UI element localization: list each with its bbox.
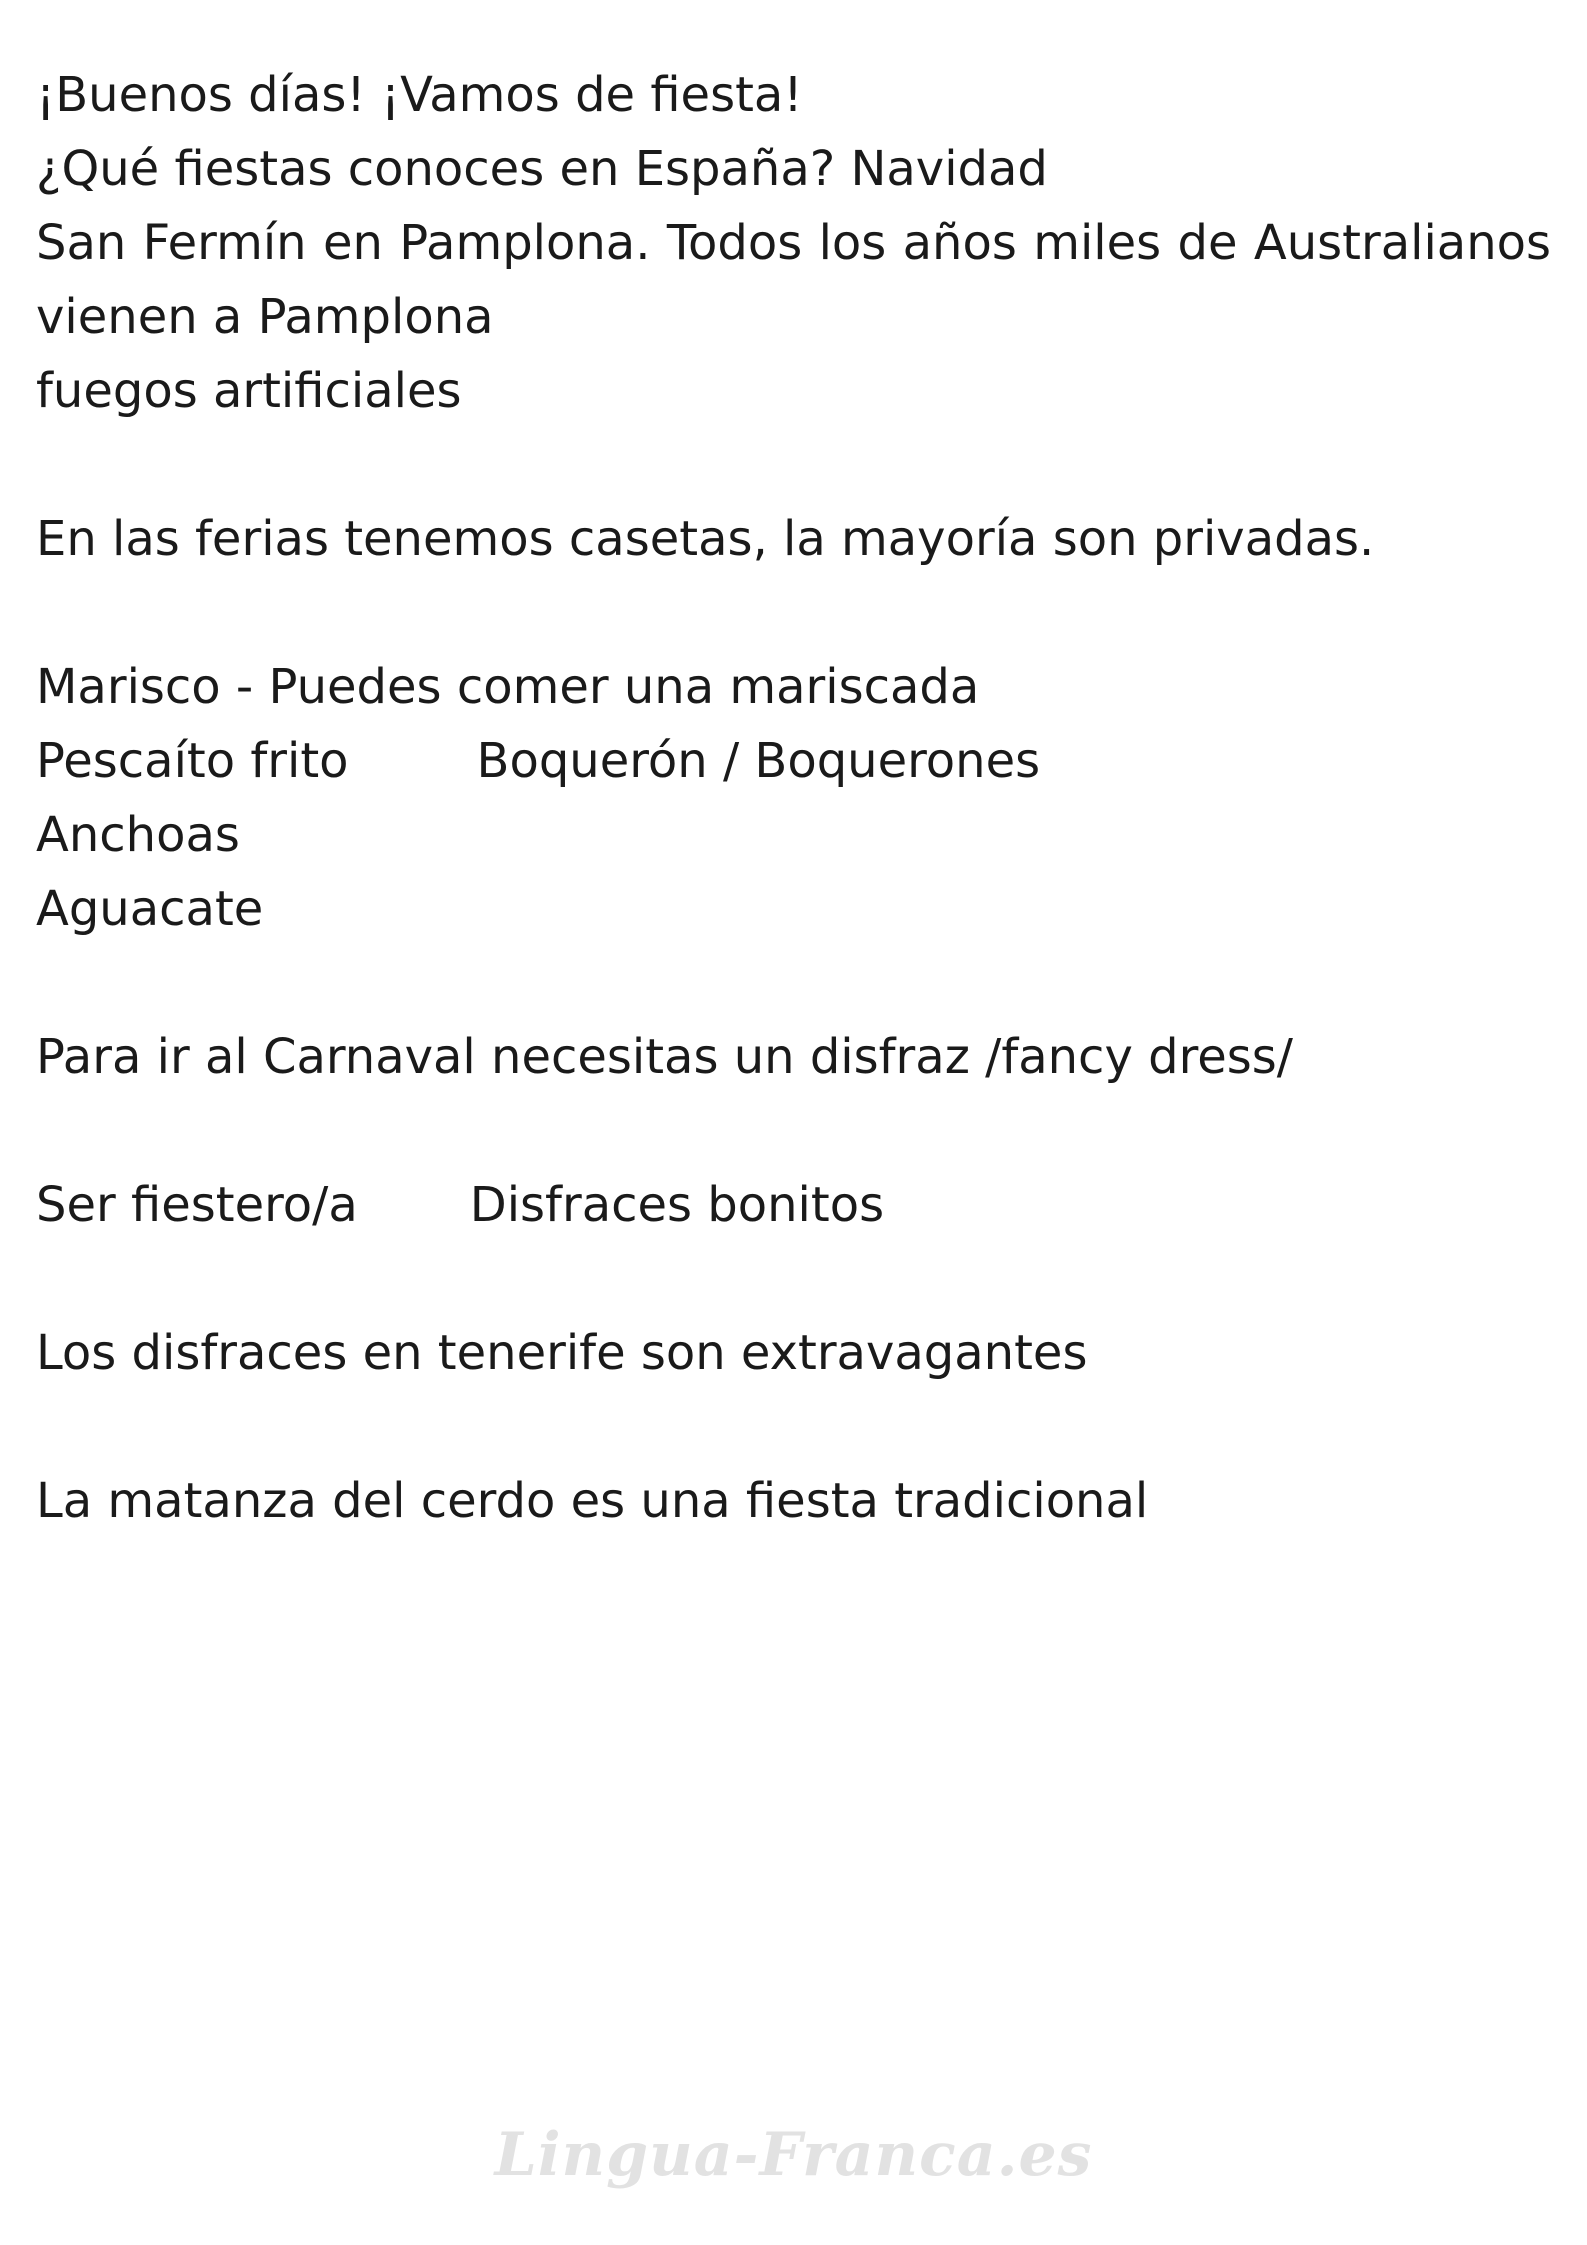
marisco-line: Marisco - Puedes comer una mariscada (36, 659, 980, 715)
pescaito-row (36, 724, 1551, 798)
tenerife-line: Los disfraces en tenerife son extravagantes (36, 1325, 1088, 1381)
blank-line (36, 576, 1551, 650)
watermark-logo: Lingua-Franca.es (494, 2120, 1093, 2190)
carnaval-line: Para ir al Carnaval necesitas un disfraz /fancy dress/ (36, 1029, 1293, 1085)
san-fermin-paragraph: San Fermín en Pamplona. Todos los años miles de Australianos vienen a Pamplona (36, 215, 1551, 345)
document-body (36, 58, 1551, 1538)
blank-line (36, 946, 1551, 1020)
blank-line (36, 1242, 1551, 1316)
aguacate-line: Aguacate (36, 881, 264, 937)
greeting-line: ¡Buenos días! ¡Vamos de fiesta! (36, 67, 803, 123)
pescaito-text: Pescaíto frito (36, 733, 349, 789)
blank-line (36, 1094, 1551, 1168)
fireworks-line: fuegos artificiales (36, 363, 462, 419)
disfraces-text: Disfraces bonitos (469, 1177, 885, 1233)
question-line: ¿Qué fiestas conoces en España? Navidad (36, 141, 1048, 197)
boqueron-text: Boquerón / Boquerones (476, 733, 1041, 789)
matanza-line: La matanza del cerdo es una fiesta tradicional (36, 1473, 1149, 1529)
fiestero-text: Ser fiestero/a (36, 1177, 358, 1233)
ferias-line: En las ferias tenemos casetas, la mayoría son privadas. (36, 511, 1375, 567)
anchoas-line: Anchoas (36, 807, 240, 863)
blank-line (36, 1390, 1551, 1464)
blank-line (36, 428, 1551, 502)
fiestero-row (36, 1168, 1551, 1242)
